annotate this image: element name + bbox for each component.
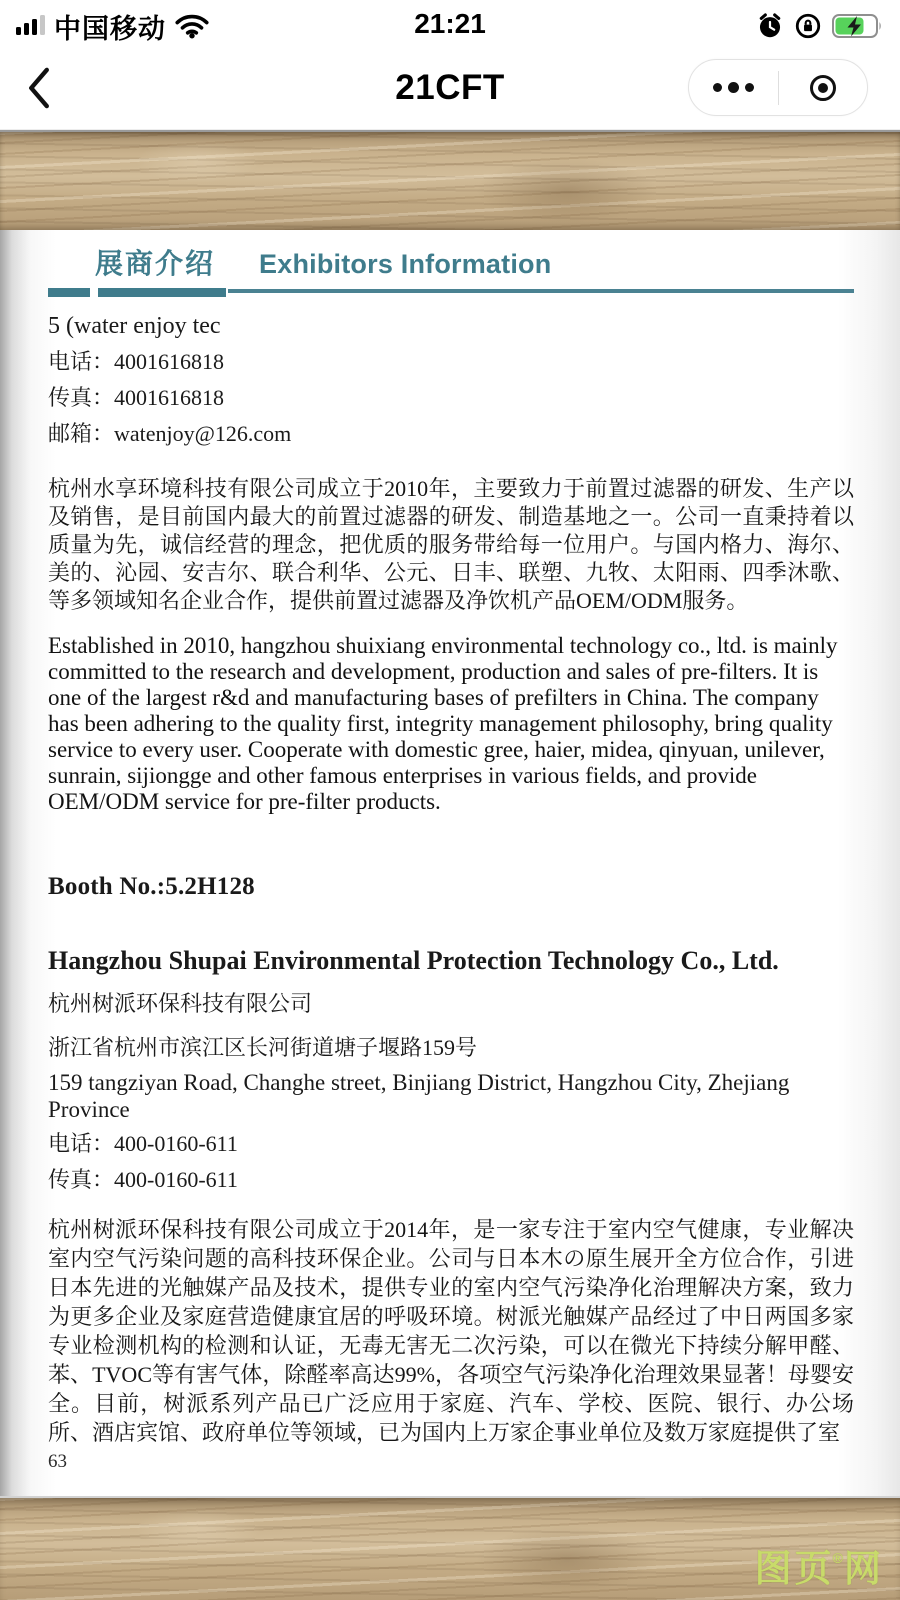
- chevron-left-icon: [26, 66, 52, 110]
- carrier-label: 中国移动: [54, 13, 166, 44]
- battery-charging-icon: [832, 13, 884, 39]
- orientation-lock-icon: [794, 12, 822, 40]
- status-bar: [0, 0, 900, 46]
- site-watermark: [755, 1538, 884, 1592]
- fax-label: 传真：: [48, 385, 115, 410]
- fax-value: 4001616818: [114, 385, 225, 410]
- section-underline: [48, 288, 854, 297]
- fax-value: 400-0160-611: [114, 1167, 238, 1192]
- cellular-signal-icon: [16, 14, 45, 38]
- exhibitor1-description-en: Established in 2010, hangzhou shuixiang environmental technology co., ltd. is mainly committed to the research and development, production and sales of pre-filters. It is one of the largest r&d and manufacturing bases of prefilters in China. The company has been adhering to the quality first, integrity management philosophy, bring quality service to every user. Cooperate with domestic gree, haier, midea, qinyuan, unilever, sunrain, sijiongge and other famous enterprises in various fields, and provide OEM/ODM service for pre-filter products.: [48, 633, 838, 814]
- exhibitor1-description-cn: 杭州水享环境科技有限公司成立于2010年，主要致力于前置过滤器的研发、生产以及销售，是目前国内最大的前置过滤器的研发、制造基地之一。公司一直秉持着以质量为先，诚信经营的理念，把优质的服务带给每一位用户。与国内格力、海尔、美的、沁园、安吉尔、联合利华、公元、日丰、联塑、九牧、太阳雨、四季沐歌、等多领域知名企业合作，提供前置过滤器及净饮机产品OEM/ODM服务。: [48, 476, 854, 613]
- booth-number: Booth No.:5.2H128: [48, 873, 255, 900]
- ellipsis-icon: [713, 83, 754, 93]
- wifi-icon: [175, 13, 209, 39]
- exhibitor2-fax-row: [48, 1165, 854, 1195]
- status-left-cluster: [16, 7, 209, 46]
- section-title-en: Exhibitors Information: [259, 249, 552, 279]
- alarm-clock-icon: [756, 12, 784, 40]
- document-page[interactable]: [0, 230, 900, 1496]
- exhibitor2-address-en: 159 tangziyan Road, Changhe street, Binjiang District, Hangzhou City, Zhejiang Province: [48, 1070, 790, 1122]
- section-header: [48, 242, 854, 282]
- target-circle-icon: [810, 75, 836, 101]
- email-value: watenjoy@126.com: [114, 421, 292, 446]
- underline-bar: [98, 288, 226, 297]
- page-number: 63: [48, 1451, 67, 1472]
- fax-label: 传真：: [48, 1167, 115, 1192]
- exhibitor1-fax-row: [48, 383, 854, 413]
- exhibitor1-phone-row: [48, 347, 854, 377]
- phone-value: 400-0160-611: [114, 1131, 238, 1156]
- exhibitor2-name-en: Hangzhou Shupai Environmental Protection Technology Co., Ltd.: [48, 946, 779, 975]
- wood-banner-top: [0, 130, 900, 230]
- status-right-cluster: [756, 12, 884, 40]
- back-button[interactable]: [26, 66, 66, 110]
- exhibitor1-name: 5 (water enjoy tec: [48, 313, 221, 339]
- page-title: 21CFT: [395, 67, 505, 107]
- email-label: 邮箱：: [48, 421, 115, 446]
- exhibitor2-name-cn: 杭州树派环保科技有限公司: [48, 991, 313, 1016]
- watermark-text-left: 图页: [754, 1548, 835, 1589]
- underline-rule: [228, 289, 854, 293]
- nav-bar: [0, 46, 900, 130]
- exhibitor1-email-row: [48, 419, 854, 449]
- exhibitor2-address-cn: 浙江省杭州市滨江区长河街道塘子堰路159号: [48, 1035, 478, 1060]
- underline-dash: [48, 288, 90, 297]
- phone-value: 4001616818: [114, 349, 225, 374]
- more-options-button[interactable]: [689, 60, 778, 115]
- exhibitor2-phone-row: [48, 1129, 854, 1159]
- registered-mark: ®: [832, 1550, 843, 1566]
- miniprogram-capsule: [688, 59, 868, 116]
- section-title-cn: 展商介绍: [95, 248, 216, 279]
- watermark-text-right: 网: [844, 1548, 884, 1589]
- phone-label: 电话：: [48, 349, 115, 374]
- exhibitor2-description-cn: 杭州树派环保科技有限公司成立于2014年，是一家专注于室内空气健康，专业解决室内空气污染问题的高科技环保企业。公司与日本木の原生展开全方位合作，引进日本先进的光触媒产品及技术，提供专业的室内空气污染净化治理解决方案，致力为更多企业及家庭营造健康宜居的呼吸环境。树派光触媒产品经过了中日两国多家专业检测机构的检测和认证，无毒无害无二次污染，可以在微光下持续分解甲醛、苯、TVOC等有害气体，除醛率高达99%，各项空气污染净化治理效果显著！母婴安全。目前，树派系列产品已广泛应用于家庭、汽车、学校、医院、银行、办公场所、酒店宾馆、政府单位等领域，已为国内上万家企事业单位及数万家庭提供了室: [48, 1217, 854, 1445]
- close-home-button[interactable]: [779, 60, 868, 115]
- phone-label: 电话：: [48, 1131, 115, 1156]
- clock-time: 21:21: [414, 8, 486, 39]
